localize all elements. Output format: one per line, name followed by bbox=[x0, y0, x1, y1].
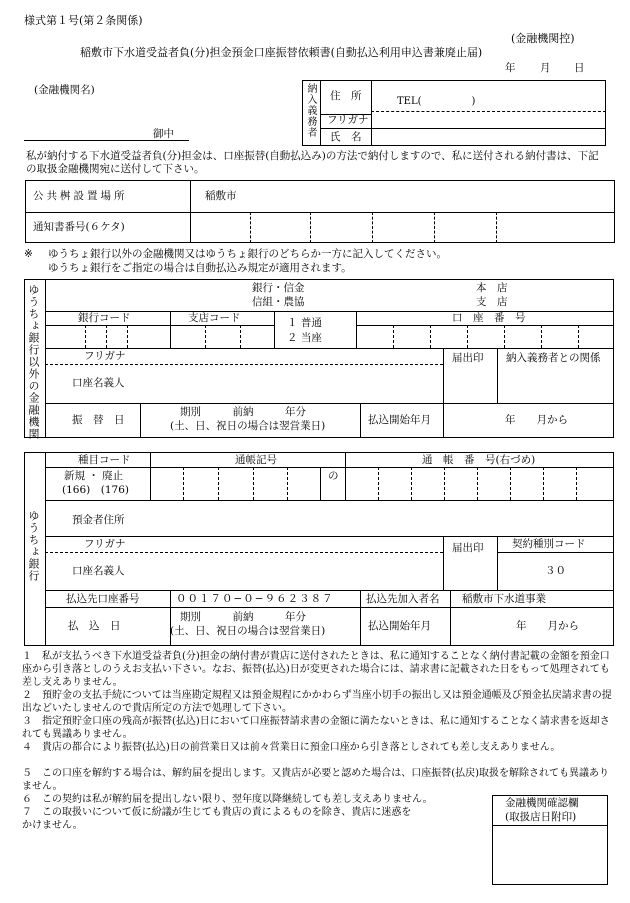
other-start-value: 年 月から bbox=[505, 414, 568, 426]
item-code-label: 種目コード bbox=[78, 454, 131, 466]
bank-types-1: 銀行・信金 bbox=[252, 282, 305, 294]
other-holder-label: 口座名義人 bbox=[72, 377, 125, 389]
contract-code-label: 契約種別コード bbox=[512, 538, 586, 550]
transfer-day-label: 振 替 日 bbox=[72, 414, 125, 426]
date-year: 年 bbox=[505, 62, 516, 74]
term-3: ３ 指定預貯金口座の残高が振替(払込)日において口座振替請求書の金額に満たないときは、私に通知することなく請求書を返却されても異議ありません。 bbox=[22, 716, 610, 740]
yucho-holder-label: 口座名義人 bbox=[72, 565, 125, 577]
intro-text: 私が納付する下水道受益者負(分)担金は、口座振替(自動払込み)の方法で納付しますので、私に送付される納付書は、下記の取扱金融機関宛に送付して下さい。 bbox=[26, 150, 599, 175]
name-label: 氏 名 bbox=[330, 131, 362, 143]
yucho-period-line-2: (土、日、祝日の場合は翌営業日) bbox=[170, 625, 326, 637]
dest-account-value: ００１７０−０−９６２３８７ bbox=[176, 593, 334, 605]
tel-label: TEL( ) bbox=[397, 96, 476, 107]
dest-name-label: 払込先加入者名 bbox=[366, 593, 440, 605]
account-number-label: 口 座 番 号 bbox=[452, 312, 526, 324]
term-5: ５ この口座を解約する場合は、解約届を提出します。又貴店が必要と認めた場合は、口座振替(払戻)取扱を解除されても異議ありません。 bbox=[22, 768, 610, 792]
confirm-title: 金融機関確認欄 bbox=[505, 797, 579, 809]
contract-code-value: ３０ bbox=[545, 565, 566, 577]
passbook-symbol-label: 通帳記号 bbox=[235, 454, 277, 466]
yucho-holder-input[interactable] bbox=[160, 558, 440, 584]
yucho-side-label: ゆうちょ銀行 bbox=[27, 510, 40, 582]
term-7: ７ この取扱いについて仮に紛議が生じても貴店の責によるものを除き、貴店に迷惑をかけません。 bbox=[22, 807, 412, 831]
passbook-number-label: 通 帳 番 号(右づめ) bbox=[422, 454, 536, 466]
term-6: ６ この契約は私が解約届を提出しない限り、翌年度以降継続しても差し支えありません。 bbox=[22, 794, 433, 805]
term-1: １ 私が支払うべき下水道受益者負(分)担金の納付書が貴店に送付されたときは、私に通知することなく納付書記載の金額を預金口座から引き落としのうえお支払い下さい。なお、振替(払込)日が変更された場合には、請求書に記載された日をもって処理されても差し支えありません。 bbox=[22, 651, 610, 688]
dest-name-value: 稲敷市下水道事業 bbox=[462, 593, 546, 605]
other-holder-input[interactable] bbox=[160, 370, 440, 396]
confirm-sub: (取扱店日附印) bbox=[505, 811, 577, 823]
term-2: ２ 預貯金の支払手続については当座勘定規程又は預金規程にかかわらず当座小切手の振出し又は預金通帳及び預金払戻請求書の提出などいたしませんので貴店所定の方法で処理して下さい。 bbox=[22, 690, 612, 714]
bank-name-input[interactable] bbox=[40, 100, 290, 125]
address-label: 住 所 bbox=[330, 90, 362, 102]
other-start-label: 払込開始年月 bbox=[368, 414, 431, 426]
relation-label: 納入義務者との関係 bbox=[506, 352, 601, 364]
notice-number-label: 通知書番号(６ケタ) bbox=[33, 221, 125, 233]
name-input[interactable] bbox=[375, 130, 603, 144]
new-abolish-option[interactable]: 新規 ・ 廃止 bbox=[64, 470, 124, 482]
other-period-line-1: 期別 前納 年分 bbox=[180, 406, 306, 418]
account-type-current[interactable]: ２ 当座 bbox=[287, 332, 322, 344]
branch-main: 本 店 bbox=[476, 282, 508, 294]
term-4: ４ 貴店の都合により振替(払込)日の前営業日又は前々営業日に預金口座から引き落としされても差し支えありません。 bbox=[22, 742, 561, 753]
other-bank-side-label: ゆうちょ銀行以外の金融機関 bbox=[27, 284, 40, 440]
onchu: 御中 bbox=[153, 128, 174, 140]
new-abolish-codes: (166) (176) bbox=[62, 484, 129, 496]
dest-account-label: 払込先口座番号 bbox=[66, 593, 140, 605]
place-label: 公共桝設置場所 bbox=[33, 190, 128, 202]
form-id: 様式第１号(第２条関係) bbox=[24, 14, 143, 27]
copy-label: (金融機関控) bbox=[511, 32, 575, 45]
yucho-seal-label: 届出印 bbox=[452, 542, 484, 554]
form-title: 稲敷市下水道受益者負(分)担金預金口座振替依頼書(自動払込利用申込書兼廃止届) bbox=[80, 46, 483, 59]
bank-types-2: 信組・農協 bbox=[252, 296, 305, 308]
place-value: 稲敷市 bbox=[205, 190, 237, 202]
branch-sub: 支 店 bbox=[476, 296, 508, 308]
note-mark: ※ bbox=[24, 248, 33, 260]
branch-code-label: 支店コード bbox=[188, 312, 241, 324]
bank-name-label: (金融機関名) bbox=[34, 84, 95, 96]
payer-label: 納入義務者 bbox=[305, 83, 316, 138]
depositor-address-label: 預金者住所 bbox=[72, 514, 125, 526]
account-type-ordinary[interactable]: １ 普通 bbox=[287, 317, 322, 329]
yucho-start-value: 年 月から bbox=[516, 620, 579, 632]
address-input[interactable] bbox=[375, 82, 603, 96]
other-furigana-label: フリガナ bbox=[84, 350, 126, 362]
other-period-line-2: (土、日、祝日の場合は翌営業日) bbox=[170, 420, 326, 432]
no-character: の bbox=[328, 470, 339, 482]
yucho-period-line-1: 期別 前納 年分 bbox=[180, 611, 306, 623]
yucho-furigana-label: フリガナ bbox=[84, 538, 126, 550]
depositor-address-input[interactable] bbox=[160, 506, 600, 532]
note-1: ゆうちょ銀行以外の金融機関又はゆうちょ銀行のどちらか一方に記入してください。 bbox=[48, 248, 447, 260]
yucho-start-label: 払込開始年月 bbox=[368, 620, 431, 632]
bank-code-label: 銀行コード bbox=[78, 312, 131, 324]
other-seal-label: 届出印 bbox=[452, 352, 484, 364]
furigana-label: フリガナ bbox=[327, 114, 369, 126]
date-day: 日 bbox=[574, 62, 585, 74]
note-2: ゆうちょ銀行をご指定の場合は自動払込み規定が適用されます。 bbox=[48, 262, 352, 274]
pay-day-label: 払 込 日 bbox=[68, 620, 121, 632]
date-month: 月 bbox=[540, 62, 551, 74]
